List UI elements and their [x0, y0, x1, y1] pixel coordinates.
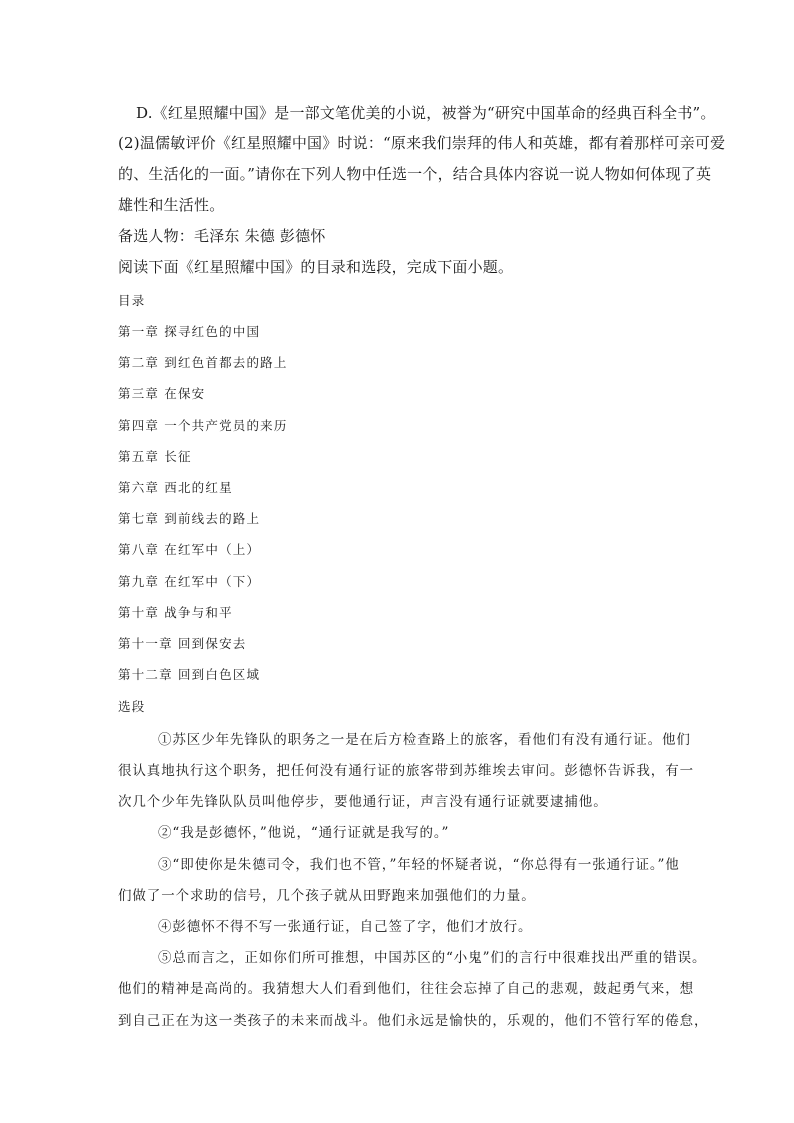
toc-chapter: 第十二章 回到白色区域 — [118, 667, 261, 682]
excerpt-line: ④彭德怀不得不写一张通行证，自己签了字，他们才放行。 — [158, 919, 533, 935]
excerpt-line: 们做了一个求助的信号，几个孩子就从田野跑来加强他们的力量。 — [118, 888, 536, 904]
toc-chapter: 第九章 在红军中（下） — [118, 574, 261, 589]
toc-chapter: 第七章 到前线去的路上 — [118, 511, 261, 526]
toc-chapter: 第二章 到红色首都去的路上 — [118, 355, 288, 370]
toc-chapter: 第十章 战争与和平 — [118, 605, 233, 620]
candidate-figures: 备选人物：毛泽东 朱德 彭德怀 — [118, 227, 326, 245]
toc-chapter: 第四章 一个共产党员的来历 — [118, 418, 288, 433]
excerpt-line: ②“我是彭德怀，”他说，“通行证就是我写的。” — [158, 825, 450, 841]
toc-chapter: 第六章 西北的红星 — [118, 480, 233, 495]
excerpt-line: 很认真地执行这个职务，把任何没有通行证的旅客带到苏维埃去审问。彭德怀告诉我，有一 — [118, 763, 694, 779]
toc-chapter: 第八章 在红军中（上） — [118, 542, 261, 557]
toc-heading: 目录 — [118, 293, 146, 308]
toc-chapter: 第五章 长征 — [118, 449, 192, 464]
toc-chapter: 第一章 探寻红色的中国 — [118, 324, 261, 339]
question-2-line-1: (2)温儒敏评价《红星照耀中国》时说：“原来我们崇拜的伟人和英雄，都有着那样可亲可爱 — [118, 134, 726, 152]
reading-instruction: 阅读下面《红星照耀中国》的目录和选段，完成下面小题。 — [118, 258, 514, 276]
excerpt-line: ①苏区少年先锋队的职务之一是在后方检查路上的旅客，看他们有没有通行证。他们 — [158, 732, 691, 748]
excerpt-line: ⑤总而言之，正如你们所可推想，中国苏区的“小鬼”们的言行中很难找出严重的错误。 — [158, 950, 707, 966]
toc-chapter: 第十一章 回到保安去 — [118, 636, 247, 651]
excerpt-heading: 选段 — [118, 699, 146, 714]
question-2-line-3: 雄性和生活性。 — [118, 196, 225, 214]
excerpt-line: ③“即使你是朱德司令，我们也不管，”年轻的怀疑者说，“你总得有一张通行证。”他 — [158, 857, 680, 873]
excerpt-line: 他们的精神是高尚的。我猜想大人们看到他们，往往会忘掉了自己的悲观，鼓起勇气来，想 — [118, 981, 694, 997]
option-d-text: D.《红星照耀中国》是一部文笔优美的小说，被誉为“研究中国革命的经典百科全书”。 — [136, 104, 716, 122]
question-2-line-2: 的、生活化的一面。”请你在下列人物中任选一个，结合具体内容说一说人物如何体现了英 — [118, 165, 712, 183]
toc-chapter: 第三章 在保安 — [118, 386, 206, 401]
excerpt-line: 次几个少年先锋队队员叫他停步，要他通行证，声言没有通行证就要逮捕他。 — [118, 794, 608, 810]
excerpt-line: 到自己正在为这一类孩子的未来而战斗。他们永远是愉快的，乐观的，他们不管行军的倦怠， — [118, 1013, 709, 1029]
